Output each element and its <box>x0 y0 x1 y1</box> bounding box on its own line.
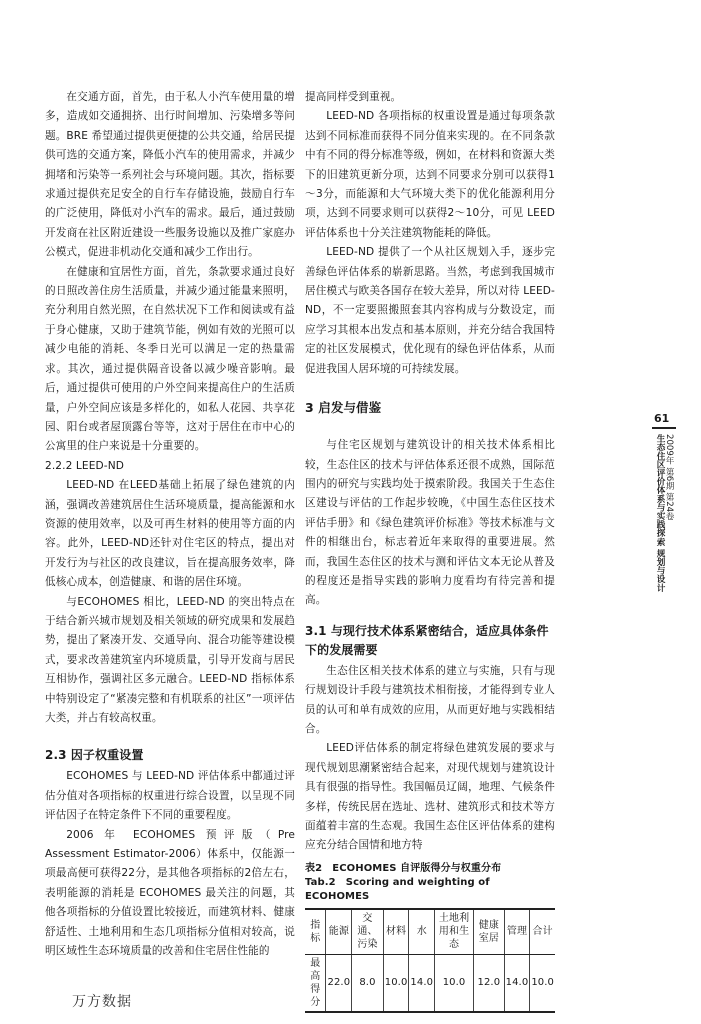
table-cell: 10.0 <box>435 954 474 1012</box>
side-divider <box>652 427 676 429</box>
journal-side-label <box>655 434 673 592</box>
table-caption-cn: 表2 ECOHOMES 自评版得分与权重分布 <box>305 862 502 874</box>
page-number: 61 <box>654 412 670 425</box>
table-cell: 10.0 <box>383 954 409 1012</box>
section-heading: 2.3 因子权重设置 <box>45 748 144 763</box>
table-cell: 10.0 <box>530 954 555 1012</box>
table-cell: 最高得分 <box>305 954 326 1012</box>
table-header-cell: 能源 <box>326 909 352 955</box>
table-header-cell: 管理 <box>504 909 530 955</box>
table-cell: 14.0 <box>409 954 435 1012</box>
table-header-cell: 合计 <box>530 909 555 955</box>
section-heading: 3 启发与借鉴 <box>305 400 382 416</box>
table-cell: 22.0 <box>326 954 352 1012</box>
paragraph: LEED-ND 在LEED基础上拓展了绿色建筑的内涵，强调改善建筑居住生活环境质量，提高能源和水资源的使用效率，以及可再生材料的使用等方面的内容。此外，LEED-ND还针对住宅区的特点，提出对开发行为与社区的改良建议，旨在提高服务效率，降低核心成本，创造健康、和谐的居住环境。 <box>45 479 295 589</box>
table-cell: 12.0 <box>474 954 505 1012</box>
paragraph: 在交通方面，首先，由于私人小汽车使用量的增多，造成如交通拥挤、出行时间增加、污染增多等问题。BRE 希望通过提供更便捷的公共交通，给居民提供可选的交通方案，降低小汽车的使用需求，并减少拥堵和污染等一系列社会与环境问题。其次，指标要求通过提供充足安全的自行车存储设施，鼓励自行车的广泛使用，降低对小汽车的需求。最后，通过鼓励开发商在社区附近建设一些服务设施以及推广家庭办公模式，促进非机动化交通和减少工作出行。 <box>45 91 295 259</box>
table-cell: 8.0 <box>352 954 384 1012</box>
table-header-cell: 材料 <box>383 909 409 955</box>
paragraph: 2006 年 ECOHOMES 预评版（Pre Assessment Estimator-2006）体系中，仅能源一项最高便可获得22分，是其他各项指标的2倍左右，表明能源的消耗是 ECOHOMES 最关注的问题，其他各项指标的分值设置比较接近，而建筑材料、健康舒适性、土地利用和生态几项指标分值相对较高，说明区域性生态环境质量的改善和住宅居住性能的 <box>45 828 295 958</box>
table-header-cell: 健康室居 <box>474 909 505 955</box>
paragraph: LEED-ND 提供了一个从社区规划入手，逐步完善绿色评估体系的崭新思路。当然，考虑到我国城市居住模式与欧美各国存在较大差异，所以对待 LEED-ND，不一定要照搬照套其内容构成与分数设定，而应学习其根本出发点和基本原则，并充分结合我国特定的社区发展模式，优化现有的绿色评估体系，从而促进我国人居环境的可持续发展。 <box>305 246 555 375</box>
table-row <box>305 954 555 1012</box>
paragraph: 在健康和宜居性方面，首先，条款要求通过良好的日照改善住房生活质量，并减少通过能量来照明，充分利用自然光照，在自然状况下工作和阅读或有益于身心健康，又助于建筑节能，例如有效的光照可以减少电能的消耗、冬季日光可以满足一定的热量需求。其次，通过提供隔音设备以减少噪音影响。最后，通过提供可使用的户外空间来提高住户的生活质量，户外空间应该是多样化的，如私人花园、共享花园、阳台或者屋顶露台等等，这对于居住在市中心的公寓里的住户来说是十分重要的。 <box>45 265 295 453</box>
table-header-cell: 指标 <box>305 909 326 955</box>
table-header-row <box>305 909 555 955</box>
right-column <box>305 88 555 1013</box>
journal-issue-label: 2009年 第6期 第24卷 <box>664 434 674 521</box>
left-column <box>45 88 295 961</box>
paragraph: 与ECOHOMES 相比，LEED-ND 的突出特点在于结合新兴城市规划及相关领域的研究成果和发展趋势，提出了紧凑开发、交通导向、混合功能等建设模式，要求改善建筑室内环境质量，引导开发商与居民互相协作，强调社区多元融合。LEED-ND 指标体系中特别设定了“紧凑完整和有机联系的社区”一项评估大类，并占有较高权重。 <box>45 595 295 724</box>
table-cell: 14.0 <box>504 954 530 1012</box>
paragraph: 与住宅区规划与建筑设计的相关技术体系相比较，生态住区的技术与评估体系还很不成熟，国际范围内的研究与实践均处于摸索阶段。我国关于生态住区建设与评估的工作起步较晚，《中国生态住区技术评估手册》和《绿色建筑评价标准》等技术标准与文件的相继出台，标志着近年来取得的重要进展。然而，我国生态住区的技术与测和评估文本无论从普及的程度还是指导实践的影响力度看均有待完善和提高。 <box>305 439 555 607</box>
journal-section-label: 生态住区评价体系与实践探索 规划与设计 <box>655 434 665 592</box>
wanfang-logo: 万方数据 <box>72 994 132 1010</box>
score-table <box>305 908 555 1013</box>
paragraph: LEED评估体系的制定将绿色建筑发展的要求与现代规划思潮紧密结合起来，对现代规划与建筑设计具有很强的指导性。我国幅员辽阔，地理、气候条件多样，传统民居在选址、选材、建筑形式和技术等方面蕴着丰富的生态观。我国生态住区评估体系的建构应充分结合国情和地方特 <box>305 742 555 852</box>
table-caption-en: Tab.2 Scoring and weighting of ECOHOMES <box>305 876 490 902</box>
table-caption <box>305 862 555 904</box>
paragraph: LEED-ND 各项指标的权重设置是通过每项条款达到不同标准而获得不同分值来实现的。在不同条款中有不同的得分标准等级，例如，在材料和资源大类下的旧建筑更新分项，达到不同要求分别可以获得1～3分，而能源和大气环境大类下的优化能源利用分项，达到不同要求则可以获得2～10分，可见 LEED 评估体系也十分关注建筑物能耗的降低。 <box>305 110 555 239</box>
subsection-heading: 3.1 与现行技术体系紧密结合，适应具体条件下的发展需要 <box>305 623 549 657</box>
subsection-heading: 2.2.2 LEED-ND <box>45 459 124 472</box>
paragraph: 提高同样受到重视。 <box>305 91 402 103</box>
table-header-cell: 水 <box>409 909 435 955</box>
paragraph: 生态住区相关技术体系的建立与实施，只有与现行规划设计手段与建筑技术相衔接，才能得到专业人员的认可和单有成效的应用，从而更好地与实践相结合。 <box>305 664 555 735</box>
table-header-cell: 土地利用和生态 <box>435 909 474 955</box>
paragraph: ECOHOMES 与 LEED-ND 评估体系中都通过评估分值对各项指标的权重进行综合设置，以呈现不同评估因子在特定条件下不同的重要程度。 <box>45 770 295 822</box>
table-header-cell: 交通、污染 <box>352 909 384 955</box>
